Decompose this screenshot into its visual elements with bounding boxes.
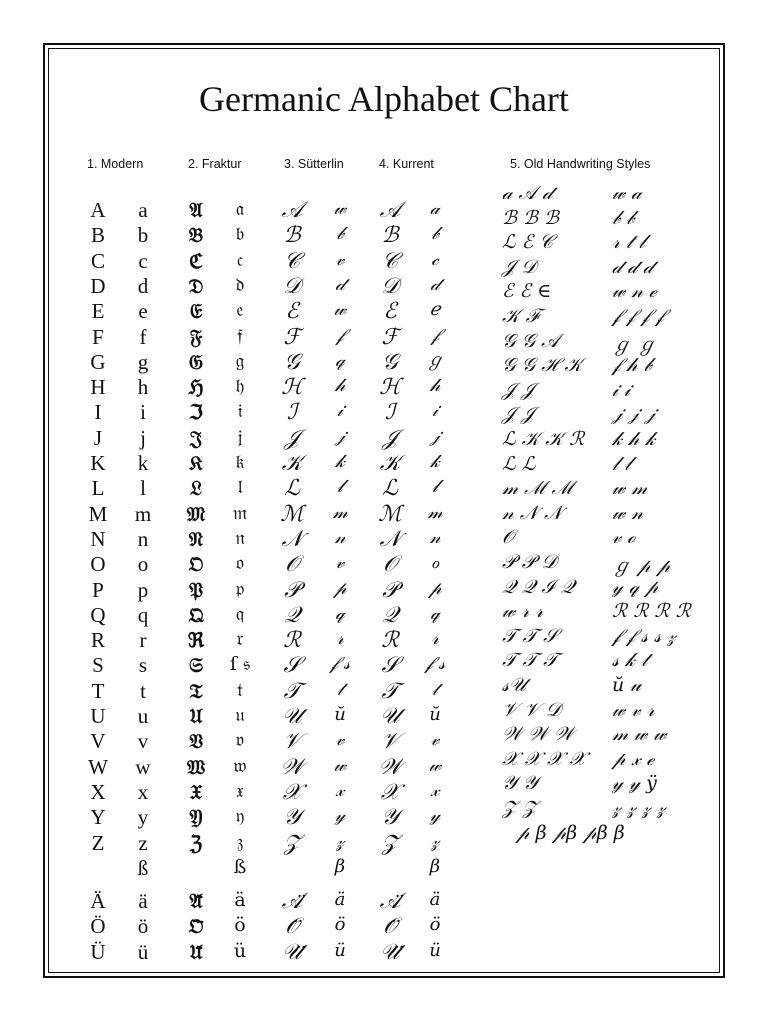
- sutterlin-upper-letter: 𝒴: [283, 805, 301, 831]
- sutterlin-lower-letter: 𝓇: [336, 628, 344, 650]
- handwriting-upper-sample: 𝒶 𝒜 𝒹: [502, 182, 553, 204]
- kurrent-lower-letter: 𝒿: [430, 425, 440, 447]
- modern-lower-letter: n: [137, 526, 149, 551]
- fraktur-upper-letter: 𝔐: [186, 501, 206, 526]
- handwriting-upper-sample: 𝒢 𝒢 𝒜: [502, 329, 560, 352]
- modern-upper-letter: X: [90, 779, 106, 804]
- handwriting-upper-sample: 𝒳 𝒳 𝒳 𝒳: [502, 747, 586, 770]
- modern-upper-letter: W: [88, 754, 108, 779]
- fraktur-upper-letter: 𝔘: [189, 704, 203, 728]
- kurrent-upper-letter: 𝒳: [380, 779, 400, 805]
- header-fraktur: 2. Fraktur: [188, 157, 242, 171]
- fraktur-lower-letter: 𝔭: [235, 577, 245, 600]
- modern-upper-letter: R: [90, 628, 105, 653]
- modern-lower-letter: o: [137, 552, 149, 577]
- sutterlin-lower-letter: 𝒻 𝓈: [329, 653, 351, 675]
- modern-upper-letter: Y: [90, 805, 106, 830]
- sutterlin-lower-letter: 𝒻: [335, 324, 345, 346]
- fraktur-upper-letter: ℨ: [189, 830, 203, 855]
- fraktur-lower-letter: 𝔷: [236, 830, 244, 853]
- kurrent-upper-letter: 𝒰̈: [380, 939, 400, 965]
- sutterlin-upper-letter: 𝒪̈: [285, 914, 299, 940]
- sutterlin-upper-letter: 𝒮: [283, 653, 301, 679]
- fraktur-lower-letter: 𝔳: [235, 729, 245, 752]
- handwriting-upper-sample: 𝒴 𝒴: [502, 772, 538, 795]
- fraktur-lower-letter: 𝔢: [236, 299, 244, 322]
- modern-lower-letter: a: [138, 198, 148, 222]
- fraktur-lower-letter: ä: [234, 889, 246, 912]
- handwriting-lower-sample: 𝓌 𝒶: [612, 182, 642, 204]
- kurrent-upper-letter: 𝒩: [379, 526, 401, 552]
- kurrent-upper-letter: 𝒱: [380, 729, 400, 755]
- fraktur-lower-letter: 𝔶: [235, 805, 245, 828]
- sutterlin-lower-letter: 𝓅: [333, 577, 347, 599]
- fraktur-upper-letter: 𝔊: [188, 349, 204, 374]
- modern-lower-letter: f: [139, 324, 147, 349]
- fraktur-lower-letter: 𝔲: [235, 704, 245, 726]
- handwriting-lower-sample: 𝒾 𝒾: [612, 378, 631, 401]
- fraktur-upper-letter: 𝔅: [188, 223, 204, 248]
- kurrent-lower-letter: 𝒽: [429, 375, 441, 397]
- kurrent-lower-letter: 𝓎: [429, 805, 441, 827]
- sutterlin-upper-letter: 𝒬: [284, 602, 300, 628]
- kurrent-upper-letter: 𝒟: [381, 273, 399, 299]
- handwriting-lower-sample: 𝓌 𝓂: [612, 477, 648, 500]
- kurrent-lower-letter: ö: [429, 914, 441, 936]
- modern-upper-letter: I: [94, 400, 102, 425]
- fraktur-upper-letter: 𝔎: [189, 451, 203, 475]
- handwriting-upper-sample: 𝒱 𝒱 𝒟: [502, 698, 561, 721]
- modern-lower-letter: b: [137, 223, 149, 248]
- kurrent-upper-letter: ℰ: [383, 299, 397, 325]
- handwriting-upper-sample: ℒ ℒ: [502, 452, 536, 475]
- sutterlin-upper-letter: ℒ: [284, 476, 300, 502]
- sutterlin-lower-letter: 𝓀: [335, 451, 345, 472]
- kurrent-lower-letter: 𝓆: [430, 602, 440, 624]
- modern-upper-letter: F: [92, 324, 104, 349]
- sutterlin-upper-letter: 𝒱: [282, 729, 302, 755]
- kurrent-lower-letter: 𝒹: [430, 273, 440, 295]
- handwriting-lower-sample: 𝓌 𝓃: [612, 501, 643, 524]
- sutterlin-upper-letter: 𝒰: [282, 704, 302, 729]
- kurrent-upper-letter: 𝒫: [382, 577, 398, 603]
- handwriting-lower-sample: 𝓌 𝓋 𝓇: [612, 698, 655, 721]
- fraktur-lower-letter: 𝔫: [235, 526, 245, 549]
- kurrent-lower-letter: 𝓃: [429, 526, 441, 548]
- fraktur-lower-letter: 𝔩: [237, 476, 243, 499]
- modern-lower-letter: ü: [137, 939, 149, 964]
- handwriting-upper-sample: 𝓌 𝓇 𝓇: [502, 600, 544, 623]
- modern-lower-letter: i: [140, 400, 146, 425]
- kurrent-lower-letter: 𝒻: [430, 324, 440, 346]
- fraktur-upper-letter: 𝔘̈: [189, 939, 203, 964]
- handwriting-upper-sample: 𝒫 𝒫 𝒟: [502, 551, 557, 573]
- fraktur-lower-letter: 𝔬: [236, 552, 244, 575]
- kurrent-lower-letter: 𝓅: [428, 577, 442, 599]
- sutterlin-lower-letter: 𝓆: [335, 602, 345, 624]
- kurrent-upper-letter: 𝒬: [382, 602, 398, 628]
- sutterlin-upper-letter: ℋ: [281, 375, 303, 401]
- handwriting-upper-sample: 𝒬 𝒬 ℐ 𝒬: [502, 575, 575, 598]
- handwriting-lower-sample: 𝒷 𝒷: [612, 206, 635, 229]
- fraktur-lower-letter: 𝔮: [235, 602, 245, 625]
- handwriting-upper-sample: 𝒢 𝒢 ℋ 𝒦: [502, 354, 582, 377]
- modern-lower-letter: q: [137, 602, 149, 627]
- sutterlin-upper-letter: 𝒲: [280, 754, 304, 780]
- kurrent-upper-letter: 𝒢: [382, 349, 398, 375]
- sutterlin-upper-letter: 𝒯: [283, 678, 301, 704]
- fraktur-lower-letter: 𝔯: [236, 628, 244, 651]
- modern-lower-letter: m: [134, 501, 152, 526]
- handwriting-lower-sample: ℊ ℊ: [612, 333, 657, 356]
- kurrent-upper-letter: 𝒜̈: [379, 889, 401, 915]
- kurrent-upper-letter: ℋ: [379, 375, 401, 401]
- kurrent-lower-letter: 𝒸: [431, 248, 439, 270]
- header-kurrent: 4. Kurrent: [379, 157, 434, 171]
- fraktur-upper-letter: ℌ: [188, 375, 204, 400]
- sutterlin-upper-letter: 𝒞: [283, 248, 301, 274]
- modern-lower-letter: d: [137, 273, 149, 298]
- fraktur-lower-letter: ö: [234, 914, 246, 937]
- kurrent-lower-letter: 𝒶: [430, 198, 440, 219]
- sutterlin-lower-letter: 𝓂: [332, 501, 348, 523]
- sutterlin-upper-letter: 𝒵: [283, 830, 301, 856]
- modern-lower-letter: z: [138, 830, 148, 855]
- fraktur-lower-letter: 𝔡: [235, 273, 245, 296]
- handwriting-lower-sample: 𝓎 𝓆 𝓅: [612, 575, 659, 598]
- fraktur-upper-letter: ℭ: [188, 248, 204, 273]
- sutterlin-upper-letter: 𝒪: [285, 552, 299, 578]
- modern-upper-letter: P: [92, 577, 104, 602]
- kurrent-lower-letter: 𝓋: [430, 729, 440, 751]
- kurrent-upper-letter: 𝒪̈: [383, 914, 397, 940]
- modern-upper-letter: Q: [90, 602, 106, 627]
- modern-upper-letter: A: [90, 198, 106, 222]
- fraktur-lower-letter: 𝔨: [235, 451, 245, 473]
- fraktur-upper-letter: 𝔔: [188, 602, 204, 627]
- sutterlin-lower-letter: 𝓋: [335, 729, 345, 751]
- sutterlin-upper-letter: ℳ: [280, 501, 304, 527]
- kurrent-lower-letter: 𝓉: [431, 678, 439, 700]
- kurrent-lower-letter: ä: [429, 889, 441, 911]
- handwriting-lower-sample: ŭ 𝓊: [612, 674, 641, 696]
- sutterlin-lower-letter: ö: [334, 914, 346, 936]
- fraktur-lower-letter: 𝔧: [237, 425, 243, 448]
- fraktur-lower-letter: ß: [233, 855, 247, 878]
- modern-upper-letter: Ü: [90, 939, 106, 964]
- modern-lower-letter: k: [137, 451, 149, 475]
- kurrent-lower-letter: 𝓍: [430, 779, 440, 801]
- kurrent-lower-letter: 𝒷: [431, 223, 439, 245]
- modern-upper-letter: G: [90, 349, 106, 374]
- modern-lower-letter: g: [137, 349, 149, 374]
- modern-upper-letter: N: [90, 526, 106, 551]
- kurrent-upper-letter: 𝒰: [380, 704, 400, 729]
- modern-lower-letter: l: [140, 476, 146, 501]
- sutterlin-lower-letter: ü: [334, 939, 346, 961]
- fraktur-upper-letter: 𝔓: [188, 577, 204, 602]
- kurrent-upper-letter: 𝒥: [382, 425, 398, 451]
- fraktur-upper-letter: 𝔑: [188, 526, 204, 551]
- sutterlin-lower-letter: 𝓎: [334, 805, 346, 827]
- sutterlin-lower-letter: 𝒽: [334, 375, 346, 397]
- handwriting-lower-sample: 𝓂 𝓌 𝓌: [612, 723, 667, 746]
- kurrent-lower-letter: 𝒻 𝓈: [424, 653, 446, 675]
- fraktur-upper-letter: 𝔄: [189, 198, 203, 222]
- modern-upper-letter: T: [91, 678, 105, 703]
- modern-upper-letter: J: [93, 425, 103, 450]
- kurrent-upper-letter: 𝒲: [378, 754, 402, 780]
- handwriting-upper-sample: ℰ ℰ ∈: [502, 280, 552, 303]
- fraktur-upper-letter: ℜ: [187, 628, 205, 653]
- sutterlin-lower-letter: 𝓌: [333, 299, 347, 321]
- sutterlin-lower-letter: 𝒾: [337, 400, 343, 422]
- fraktur-lower-letter: ü: [233, 939, 247, 962]
- handwriting-upper-sample: 𝓂 ℳ ℳ: [502, 477, 573, 500]
- sutterlin-lower-letter: 𝓌: [333, 198, 347, 219]
- fraktur-lower-letter: 𝔪: [232, 501, 248, 524]
- modern-upper-letter: K: [90, 451, 106, 475]
- modern-upper-letter: V: [90, 729, 106, 754]
- fraktur-upper-letter: 𝔙: [189, 729, 203, 754]
- handwriting-lower-sample: 𝒿 𝒿 𝒿: [612, 403, 656, 426]
- sutterlin-upper-letter: 𝒥: [284, 425, 300, 451]
- modern-lower-letter: j: [140, 425, 146, 450]
- handwriting-upper-sample: 𝒦 ℱ: [502, 305, 540, 327]
- handwriting-upper-sample: 𝒯 𝒯 𝒮: [502, 624, 558, 647]
- modern-upper-letter: D: [90, 273, 106, 298]
- fraktur-lower-letter: 𝔠: [237, 248, 243, 271]
- kurrent-upper-letter: ℒ: [382, 476, 398, 502]
- kurrent-upper-letter: 𝒦: [379, 451, 401, 476]
- kurrent-lower-letter: β: [429, 855, 441, 877]
- kurrent-lower-letter: 𝓀: [430, 451, 440, 472]
- modern-upper-letter: Ä: [90, 889, 106, 914]
- kurrent-upper-letter: ℬ: [381, 223, 399, 249]
- fraktur-upper-letter: 𝔒: [188, 552, 204, 577]
- modern-lower-letter: r: [139, 628, 147, 653]
- sutterlin-upper-letter: 𝒦: [281, 451, 303, 476]
- handwriting-upper-sample: 𝒥 𝒟: [502, 255, 537, 278]
- fraktur-lower-letter: 𝔟: [235, 223, 245, 246]
- handwriting-lower-sample: ℊ 𝓅 𝓅: [612, 555, 671, 577]
- sutterlin-upper-letter: 𝒟: [283, 273, 301, 299]
- kurrent-lower-letter: 𝓌: [428, 754, 442, 776]
- sutterlin-lower-letter: 𝓁: [337, 476, 343, 498]
- sutterlin-upper-letter: ℱ: [283, 324, 301, 350]
- modern-lower-letter: v: [137, 729, 149, 754]
- kurrent-lower-letter: ℯ: [429, 299, 441, 321]
- modern-upper-letter: O: [90, 552, 106, 577]
- modern-upper-letter: S: [92, 653, 104, 678]
- fraktur-upper-letter: 𝔚: [186, 754, 206, 779]
- fraktur-lower-letter: 𝔣: [237, 324, 243, 347]
- handwriting-lower-sample: 𝓅 𝓍 ℯ: [612, 747, 655, 770]
- fraktur-upper-letter: ℑ: [189, 400, 203, 425]
- header-sutterlin: 3. Sütterlin: [284, 157, 344, 171]
- kurrent-lower-letter: 𝓇: [431, 628, 439, 650]
- kurrent-upper-letter: 𝒞: [381, 248, 399, 274]
- kurrent-lower-letter: 𝓂: [427, 501, 443, 523]
- kurrent-upper-letter: 𝒮: [381, 653, 399, 679]
- header-modern: 1. Modern: [87, 157, 144, 171]
- kurrent-upper-letter: 𝒵: [381, 830, 399, 856]
- fraktur-upper-letter: 𝔖: [188, 653, 204, 678]
- modern-lower-letter: u: [137, 704, 149, 728]
- fraktur-lower-letter: 𝔱: [237, 678, 243, 701]
- handwriting-lower-sample: 𝓎 𝓎 ÿ: [612, 772, 657, 795]
- handwriting-upper-sample: ℒ ℰ 𝒞: [502, 231, 554, 254]
- handwriting-lower-sample: 𝓋 ℴ: [612, 526, 636, 549]
- handwriting-upper-sample: 𝓅 β 𝓅β 𝓅β β: [516, 821, 625, 844]
- handwriting-lower-sample: 𝒻 𝒻 𝒻 𝒻: [612, 305, 665, 327]
- handwriting-lower-sample: 𝓀 𝒽 𝓀: [612, 428, 656, 450]
- fraktur-upper-letter: 𝔇: [188, 273, 204, 298]
- handwriting-upper-sample: 𝓈𝒰: [502, 674, 527, 696]
- kurrent-upper-letter: 𝒪: [383, 552, 397, 578]
- sutterlin-upper-letter: ℰ: [285, 299, 299, 325]
- handwriting-upper-sample: ℒ 𝒦 𝒦 ℛ: [502, 428, 585, 450]
- modern-lower-letter: p: [137, 577, 149, 602]
- kurrent-lower-letter: 𝒾: [432, 400, 438, 422]
- fraktur-upper-letter: 𝔄̈: [189, 889, 203, 914]
- fraktur-upper-letter: 𝔒̈: [188, 914, 204, 939]
- kurrent-upper-letter: 𝒯: [381, 678, 399, 704]
- handwriting-upper-sample: 𝒥 𝒥: [502, 378, 535, 401]
- fraktur-lower-letter: 𝔥: [235, 375, 245, 398]
- page-title: Germanic Alphabet Chart: [199, 79, 569, 119]
- sutterlin-lower-letter: 𝓌: [333, 754, 347, 776]
- handwriting-lower-sample: 𝒹 𝒹 𝒹: [612, 255, 653, 278]
- kurrent-upper-letter: ℱ: [381, 324, 399, 350]
- sutterlin-upper-letter: 𝒜: [281, 198, 303, 223]
- sutterlin-lower-letter: ä: [334, 889, 346, 911]
- fraktur-upper-letter: 𝔛: [189, 779, 203, 804]
- fraktur-upper-letter: 𝔏: [190, 476, 202, 501]
- sutterlin-lower-letter: 𝓃: [334, 526, 346, 548]
- sutterlin-upper-letter: ℬ: [283, 223, 301, 249]
- handwriting-upper-sample: 𝒪: [502, 526, 514, 549]
- modern-lower-letter: ä: [138, 889, 148, 914]
- kurrent-upper-letter: 𝒴: [381, 805, 399, 831]
- handwriting-lower-sample: 𝓏 𝓏 𝓏 𝓏: [612, 797, 666, 819]
- fraktur-upper-letter: 𝔍: [189, 425, 203, 450]
- fraktur-lower-letter: ſ 𝔰: [229, 653, 251, 676]
- handwriting-lower-sample: 𝓈 𝓀 𝓉: [612, 649, 648, 672]
- handwriting-lower-sample: 𝓁 𝓁: [612, 452, 631, 475]
- sutterlin-lower-letter: 𝓏: [335, 830, 345, 852]
- handwriting-upper-sample: 𝒲 𝒲 𝒲: [502, 723, 574, 746]
- modern-lower-letter: x: [137, 779, 149, 804]
- handwriting-upper-sample: ℬ ℬ ℬ: [502, 206, 559, 229]
- kurrent-lower-letter: ü: [429, 939, 441, 961]
- modern-upper-letter: Ö: [90, 914, 106, 939]
- fraktur-lower-letter: 𝔵: [236, 779, 244, 802]
- modern-upper-letter: C: [90, 248, 105, 273]
- sutterlin-lower-letter: 𝓋: [335, 248, 345, 270]
- header-old-handwriting: 5. Old Handwriting Styles: [510, 157, 651, 171]
- handwriting-lower-sample: 𝓇 𝓉 𝓁: [612, 231, 645, 254]
- fraktur-upper-letter: 𝔗: [189, 678, 203, 703]
- sutterlin-upper-letter: 𝒩: [281, 526, 303, 552]
- modern-upper-letter: M: [88, 501, 108, 526]
- modern-upper-letter: U: [90, 704, 106, 728]
- sutterlin-upper-letter: 𝒰̈: [282, 939, 302, 965]
- sutterlin-lower-letter: 𝓉: [336, 678, 344, 700]
- sutterlin-lower-letter: 𝓍: [335, 779, 345, 801]
- fraktur-lower-letter: 𝔦: [237, 400, 243, 423]
- fraktur-lower-letter: 𝔴: [233, 754, 247, 777]
- fraktur-lower-letter: 𝔤: [235, 349, 245, 372]
- handwriting-lower-sample: ℛ ℛ ℛ ℛ: [612, 600, 691, 623]
- sutterlin-lower-letter: 𝒹: [335, 273, 345, 295]
- kurrent-lower-letter: 𝓁: [432, 476, 438, 498]
- sutterlin-lower-letter: 𝒷: [336, 223, 344, 245]
- modern-upper-letter: H: [90, 375, 106, 400]
- sutterlin-lower-letter: 𝓋: [335, 552, 345, 574]
- sutterlin-upper-letter: ℛ: [283, 628, 301, 654]
- handwriting-lower-sample: 𝓌 𝓃 ℯ: [612, 280, 657, 303]
- modern-lower-letter: h: [137, 375, 149, 400]
- sutterlin-upper-letter: 𝒳: [282, 779, 302, 805]
- handwriting-upper-sample: 𝒯 𝒯 𝒯: [502, 649, 558, 672]
- sutterlin-upper-letter: 𝒫: [284, 577, 300, 603]
- sutterlin-lower-letter: 𝒿: [335, 425, 345, 447]
- modern-lower-letter: ö: [137, 914, 149, 939]
- fraktur-upper-letter: 𝔉: [189, 324, 203, 349]
- kurrent-upper-letter: 𝒜: [379, 198, 401, 223]
- sutterlin-lower-letter: ŭ: [334, 704, 346, 725]
- kurrent-lower-letter: ŭ: [429, 704, 441, 725]
- sutterlin-upper-letter: 𝒜̈: [281, 889, 303, 915]
- sutterlin-upper-letter: 𝒢: [284, 349, 300, 375]
- fraktur-lower-letter: 𝔞: [235, 198, 245, 220]
- modern-lower-letter: w: [135, 754, 151, 779]
- handwriting-lower-sample: 𝒻 𝒻 𝓈 𝓈 𝓏: [612, 624, 676, 647]
- modern-upper-letter: L: [91, 476, 105, 501]
- kurrent-upper-letter: ℐ: [384, 400, 396, 426]
- modern-lower-letter: t: [140, 678, 146, 703]
- modern-lower-letter: s: [138, 653, 148, 678]
- modern-upper-letter: Z: [91, 830, 105, 855]
- fraktur-upper-letter: 𝔈: [189, 299, 203, 324]
- kurrent-lower-letter: ℊ: [426, 349, 444, 371]
- fraktur-upper-letter: 𝔜: [189, 805, 203, 830]
- sutterlin-lower-letter: 𝓆: [335, 349, 345, 371]
- kurrent-upper-letter: ℛ: [381, 628, 399, 654]
- kurrent-upper-letter: ℳ: [378, 501, 402, 527]
- handwriting-upper-sample: 𝓃 𝒩 𝒩: [502, 501, 563, 524]
- modern-lower-letter: ß: [137, 855, 149, 880]
- modern-upper-letter: B: [90, 223, 105, 248]
- handwriting-upper-sample: 𝒵 𝒵: [502, 797, 537, 819]
- modern-lower-letter: e: [138, 299, 148, 324]
- modern-upper-letter: E: [91, 299, 105, 324]
- modern-lower-letter: c: [138, 248, 148, 273]
- kurrent-lower-letter: ℴ: [430, 552, 440, 574]
- kurrent-lower-letter: 𝓏: [430, 830, 440, 852]
- sutterlin-lower-letter: β: [334, 855, 346, 877]
- handwriting-upper-sample: 𝒥 𝒥: [502, 403, 535, 426]
- handwriting-lower-sample: 𝒻 𝒽 𝒷: [612, 354, 652, 377]
- modern-lower-letter: y: [137, 805, 149, 830]
- sutterlin-upper-letter: ℐ: [286, 400, 298, 426]
